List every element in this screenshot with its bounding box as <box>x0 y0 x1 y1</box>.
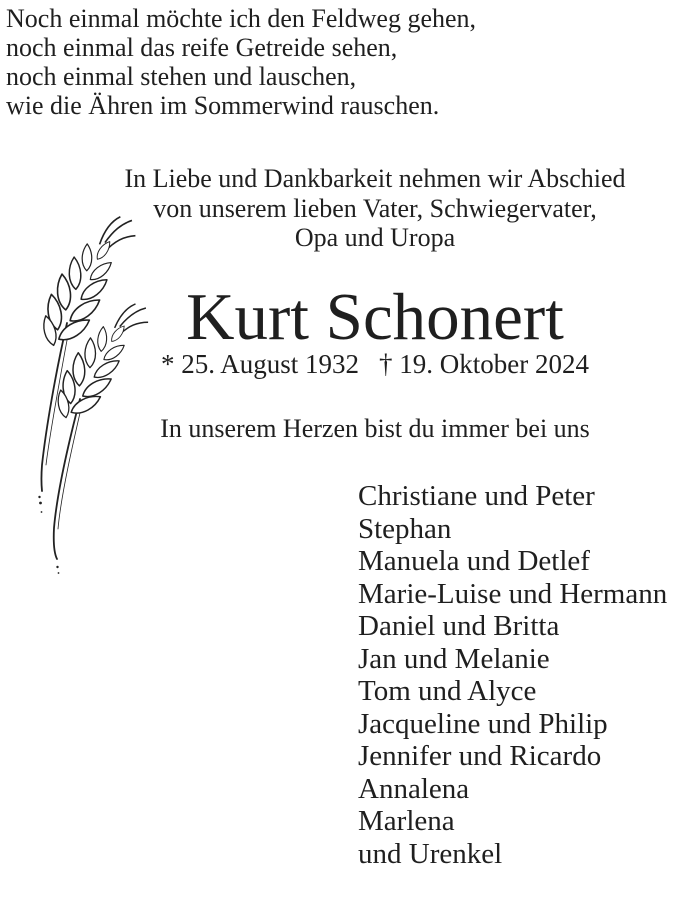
birth-date: * 25. August 1932 <box>160 349 360 379</box>
poem-line: noch einmal das reife Getreide sehen, <box>6 33 398 62</box>
life-dates <box>50 349 698 379</box>
poem-line: wie die Ähren im Sommerwind rauschen. <box>6 91 440 120</box>
memorial-poem <box>6 4 476 120</box>
mourner-name: Christiane und Peter <box>358 480 595 512</box>
deceased-name: Kurt Schonert <box>186 280 564 354</box>
mourner-name: Jennifer und Ricardo <box>358 740 602 772</box>
mourners-list <box>358 480 667 870</box>
mourner-name: Jacqueline und Philip <box>358 707 608 740</box>
mourner-name: Tom und Alyce <box>358 675 537 707</box>
mourner-name: und Urenkel <box>358 837 503 870</box>
intro-line: von unserem lieben Vater, Schwiegervater, <box>153 193 597 223</box>
mourner-name: Daniel und Britta <box>358 610 560 642</box>
mourner-name: Marlena <box>358 805 455 837</box>
mourner-name: Annalena <box>358 772 470 805</box>
intro-line: Opa und Uropa <box>294 223 456 252</box>
intro-line: In Liebe und Dankbarkeit nehmen wir Abschied <box>124 164 626 193</box>
farewell-intro <box>50 164 698 253</box>
wheat-ears-icon <box>20 203 170 603</box>
mourner-name: Stephan <box>358 512 452 545</box>
mourner-name: Manuela und Detlef <box>358 545 590 577</box>
poem-line: Noch einmal möchte ich den Feldweg gehen, <box>6 4 477 33</box>
epigraph-line: In unserem Herzen bist du immer bei uns <box>160 414 590 443</box>
poem-line: noch einmal stehen und lauschen, <box>6 62 357 91</box>
mourner-name: Marie-Luise und Hermann <box>358 577 668 610</box>
mourner-name: Jan und Melanie <box>358 642 550 675</box>
death-date: † 19. Oktober 2024 <box>379 349 589 379</box>
